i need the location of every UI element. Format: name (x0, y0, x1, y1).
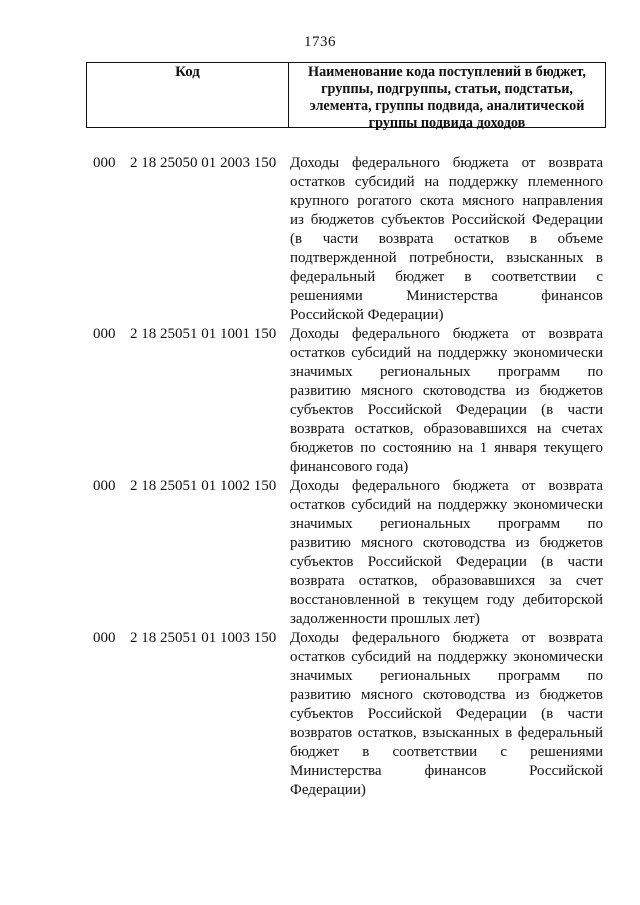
description-line: Российской Федерации) (290, 307, 444, 323)
description-line: развитию мясного скотоводства из бюджетов (290, 383, 603, 399)
header-name-column: Наименование кода поступлений в бюджет, группы, подгруппы, статьи, подстатьи, элемента, группы подвида, аналитической группы подвида доходов (308, 64, 586, 131)
description-line: развитию мясного скотоводства из бюджетов (290, 687, 603, 703)
revenue-description (290, 629, 603, 800)
description-line: остатков субсидий на поддержку экономически (290, 649, 603, 665)
description-line: финансового года) (290, 459, 409, 475)
description-line: значимых региональных программ по (290, 516, 603, 532)
table-body (93, 154, 613, 800)
revenue-code: 2 18 25051 01 1002 150 (130, 478, 277, 494)
description-line: Министерства финансов Российской (290, 763, 603, 779)
description-line: федеральный бюджет в соответствии с (290, 269, 603, 285)
revenue-code: 2 18 25051 01 1003 150 (130, 630, 277, 646)
description-line: подтвержденной потребности, взысканных в (290, 250, 603, 266)
description-line: субъектов Российской Федерации (в части (290, 554, 603, 570)
description-line: субъектов Российской Федерации (в части (290, 706, 603, 722)
description-line: задолженности прошлых лет) (290, 611, 480, 627)
description-line: возвратов остатков, взысканных в федеральный (290, 725, 603, 741)
description-line: Доходы федерального бюджета от возврата (290, 155, 603, 171)
revenue-description (290, 325, 603, 477)
description-line: значимых региональных программ по (290, 668, 603, 684)
admin-code: 000 (93, 326, 116, 342)
description-line: бюджет в соответствии с решениями (290, 744, 603, 760)
description-line: Федерации) (290, 782, 366, 798)
admin-code: 000 (93, 155, 116, 171)
description-line: крупного рогатого скота мясного направления (290, 193, 603, 209)
description-line: возврата остатков, образовавшихся за счет (290, 573, 603, 589)
admin-code: 000 (93, 478, 116, 494)
table-row (93, 325, 613, 477)
description-line: развитию мясного скотоводства из бюджетов (290, 535, 603, 551)
revenue-description (290, 477, 603, 629)
description-line: возврата остатков, образовавшихся на счетах (290, 421, 603, 437)
admin-code: 000 (93, 630, 116, 646)
revenue-description (290, 154, 603, 325)
description-line: (в части возврата остатков в объеме (290, 231, 603, 247)
description-line: значимых региональных программ по (290, 364, 603, 380)
description-line: остатков субсидий на поддержку экономически (290, 497, 603, 513)
description-line: Доходы федерального бюджета от возврата (290, 326, 603, 342)
table-header (86, 62, 606, 131)
description-line: остатков субсидий на поддержку племенного (290, 174, 603, 190)
description-line: решениями Министерства финансов (290, 288, 603, 304)
description-line: восстановленной в текущем году дебиторской (290, 592, 603, 608)
table-row (93, 477, 613, 629)
description-line: остатков субсидий на поддержку экономически (290, 345, 603, 361)
table-row (93, 154, 613, 325)
description-line: Доходы федерального бюджета от возврата (290, 478, 603, 494)
revenue-code: 2 18 25051 01 1001 150 (130, 326, 277, 342)
page-number: 1736 (304, 34, 336, 50)
revenue-code: 2 18 25050 01 2003 150 (130, 155, 277, 171)
description-line: Доходы федерального бюджета от возврата (290, 630, 603, 646)
description-line: бюджетов по состоянию на 1 января текущего (290, 440, 603, 456)
table-row (93, 629, 613, 800)
description-line: субъектов Российской Федерации (в части (290, 402, 603, 418)
description-line: из бюджетов субъектов Российской Федерации (290, 212, 603, 228)
header-code-column: Код (87, 63, 289, 127)
